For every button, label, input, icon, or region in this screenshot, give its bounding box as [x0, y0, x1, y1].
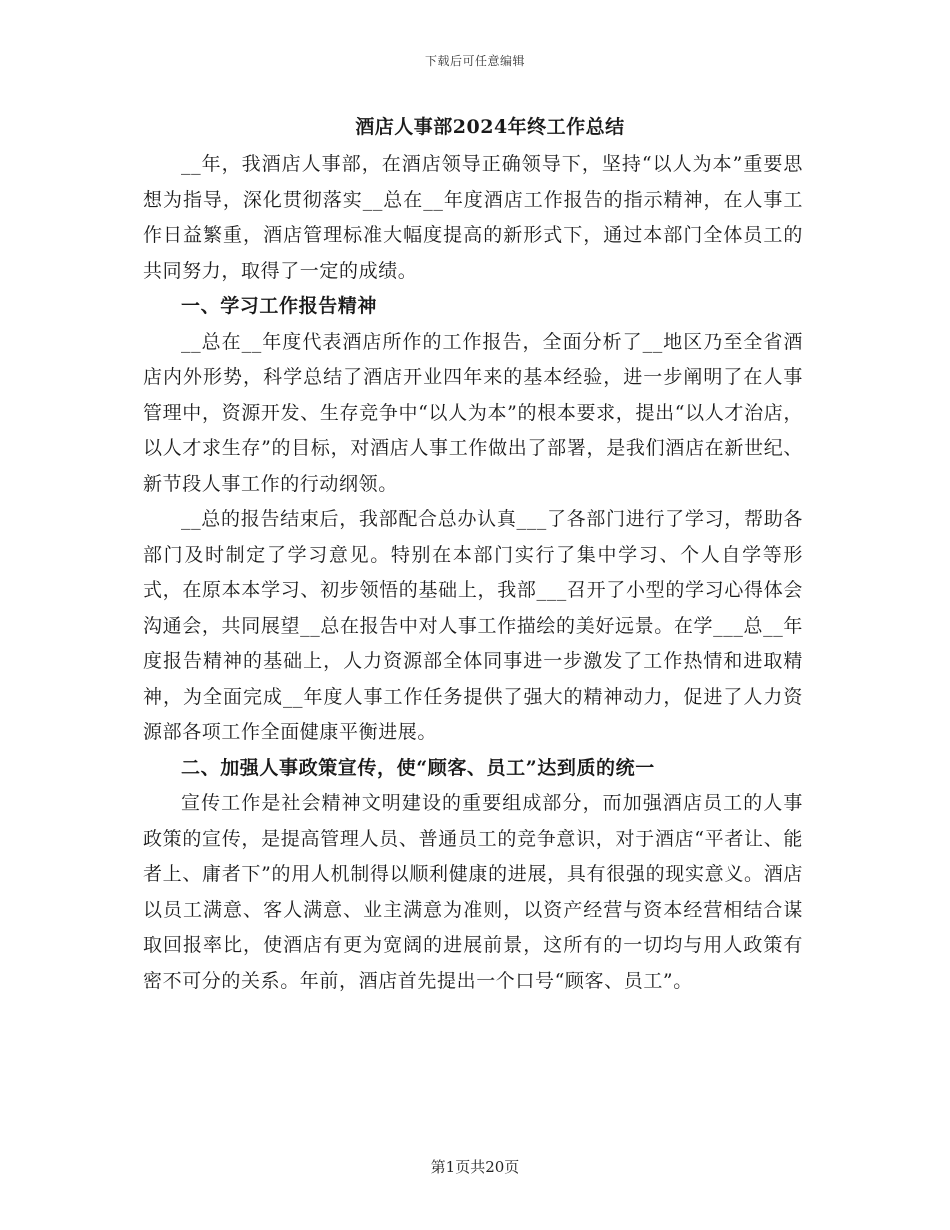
section-heading-2: 二、加强人事政策宣传，使“顾客、员工”达到质的统一: [181, 756, 655, 779]
paragraph-section1-b: __总的报告结束后，我部配合总办认真___了各部门进行了学习，帮助各部门及时制定了学习意见。特别在本部门实行了集中学习、个人自学等形式，在原本本学习、初步领悟的基础上，我部___召开了小型的学习心得体会沟通会，共同展望__总在报告中对人事工作描绘的美好远景。在学___总__年度报告精神的基础上，人力资源部全体同事进一步激发了工作热情和进取精神，为全面完成__年度人事工作任务提供了强大的精神动力，促进了人力资源部各项工作全面健康平衡进展。: [143, 508, 803, 743]
document-body: [143, 147, 803, 999]
paragraph-intro: __年，我酒店人事部，在酒店领导正确领导下，坚持“以人为本”重要思想为指导，深化贯彻落实__总在__年度酒店工作报告的指示精神，在人事工作日益繁重，酒店管理标准大幅度提高的新形式下，通过本部门全体员工的共同努力，取得了一定的成绩。: [143, 153, 803, 282]
paragraph-section1-a: __总在__年度代表酒店所作的工作报告，全面分析了__地区乃至全省酒店内外形势，科学总结了酒店开业四年来的基本经验，进一步阐明了在人事管理中，资源开发、生存竞争中“以人为本”的根本要求，提出“以人才治店，以人才求生存”的目标，对酒店人事工作做出了部署，是我们酒店在新世纪、新节段人事工作的行动纲领。: [143, 330, 803, 495]
page-header-note: 下载后可任意编辑: [424, 54, 525, 68]
section-heading-1: 一、学习工作报告精神: [181, 295, 378, 317]
page-number-footer: 第1页共20页: [430, 1158, 520, 1176]
document-title: 酒店人事部2024年终工作总结: [355, 116, 625, 138]
paragraph-section2-a: 宣传工作是社会精神文明建设的重要组成部分，而加强酒店员工的人事政策的宣传，是提高管理人员、普通员工的竞争意识，对于酒店“平者让、能者上、庸者下”的用人机制得以顺利健康的进展，具有很强的现实意义。酒店以员工满意、客人满意、业主满意为准则，以资产经营与资本经营相结合谋取回报率比，使酒店有更为宽阔的进展前景，这所有的一切均与用人政策有密不可分的关系。年前，酒店首先提出一个口号“顾客、员工”。: [143, 792, 803, 992]
